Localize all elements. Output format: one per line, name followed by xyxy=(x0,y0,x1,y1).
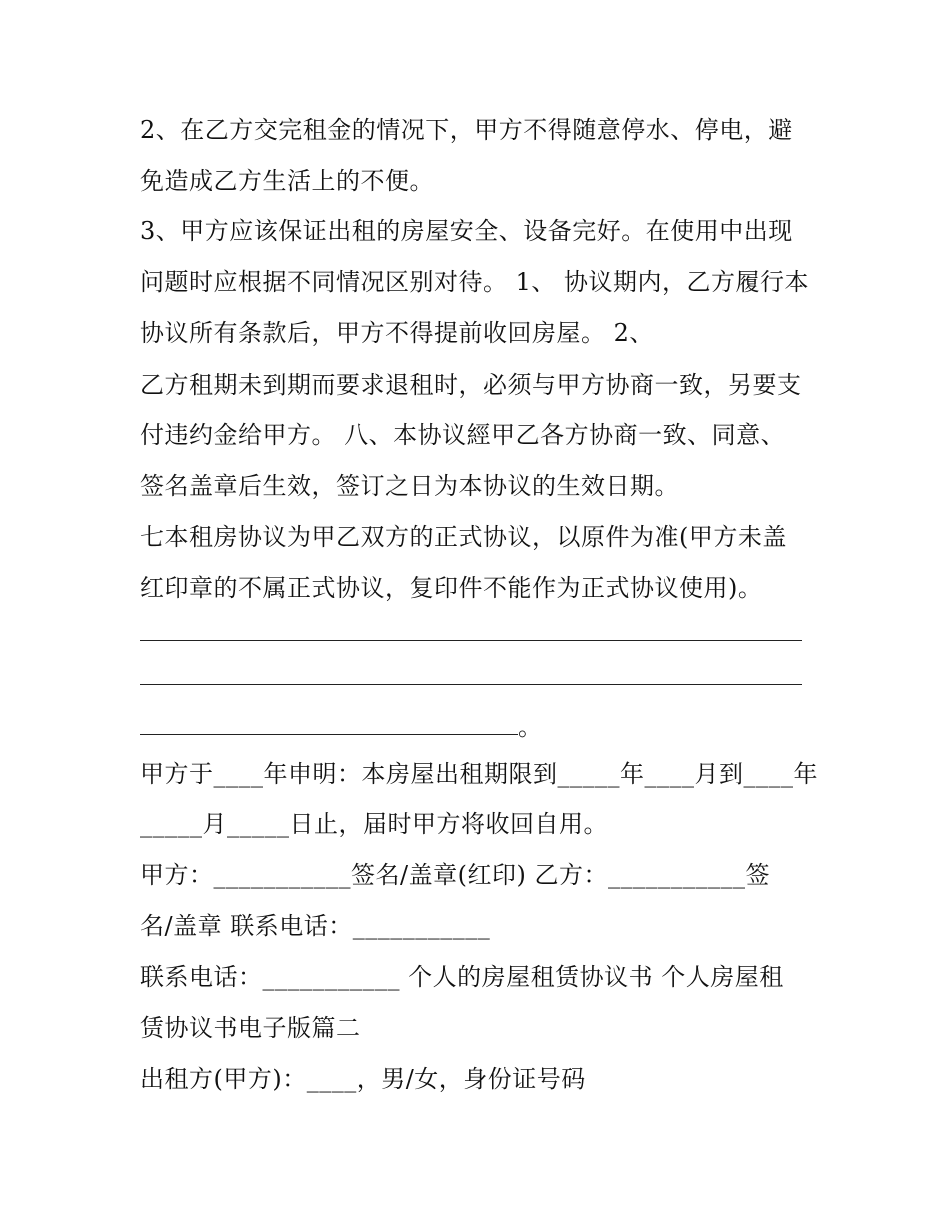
text-line: 问题时应根据不同情况区别对待。 1、 协议期内，乙方履行本 xyxy=(140,268,810,296)
text-line: 赁协议书电子版篇二 xyxy=(140,1014,361,1042)
text-line: 甲方于____年申明：本房屋出租期限到_____年____月到____年 xyxy=(140,760,818,788)
text-line: 出租方(甲方)：____，男/女，身份证号码 xyxy=(140,1065,586,1093)
blank-end-mark: 。 xyxy=(518,713,542,741)
text-line: 2、在乙方交完租金的情况下，甲方不得随意停水、停电，避 xyxy=(140,116,793,144)
blank-underline xyxy=(140,734,518,735)
text-line: 乙方租期未到期而要求退租时，必须与甲方协商一致，另要支 xyxy=(140,371,802,399)
blank-underline xyxy=(140,640,802,641)
text-line: 免造成乙方生活上的不便。 xyxy=(140,167,434,195)
text-line: 名/盖章 联系电话：___________ xyxy=(140,912,491,940)
text-line: 联系电话：___________ 个人的房屋租赁协议书 个人房屋租 xyxy=(140,963,784,991)
text-line: 协议所有条款后，甲方不得提前收回房屋。 2、 xyxy=(140,319,654,347)
text-line: 七本租房协议为甲乙双方的正式协议，以原件为准(甲方未盖 xyxy=(140,523,787,551)
text-line: 红印章的不属正式协议，复印件不能作为正式协议使用)。 xyxy=(140,574,763,602)
text-line: 签名盖章后生效，签订之日为本协议的生效日期。 xyxy=(140,472,679,500)
text-line: _____月_____日止，届时甲方将收回自用。 xyxy=(140,810,608,838)
text-line: 付违约金给甲方。 八、本协议經甲乙各方协商一致、同意、 xyxy=(140,421,786,449)
text-line: 3、甲方应该保证出租的房屋安全、设备完好。在使用中出现 xyxy=(140,217,793,245)
blank-underline xyxy=(140,684,802,685)
text-line: 甲方：___________签名/盖章(红印) 乙方：___________签 xyxy=(140,861,770,889)
